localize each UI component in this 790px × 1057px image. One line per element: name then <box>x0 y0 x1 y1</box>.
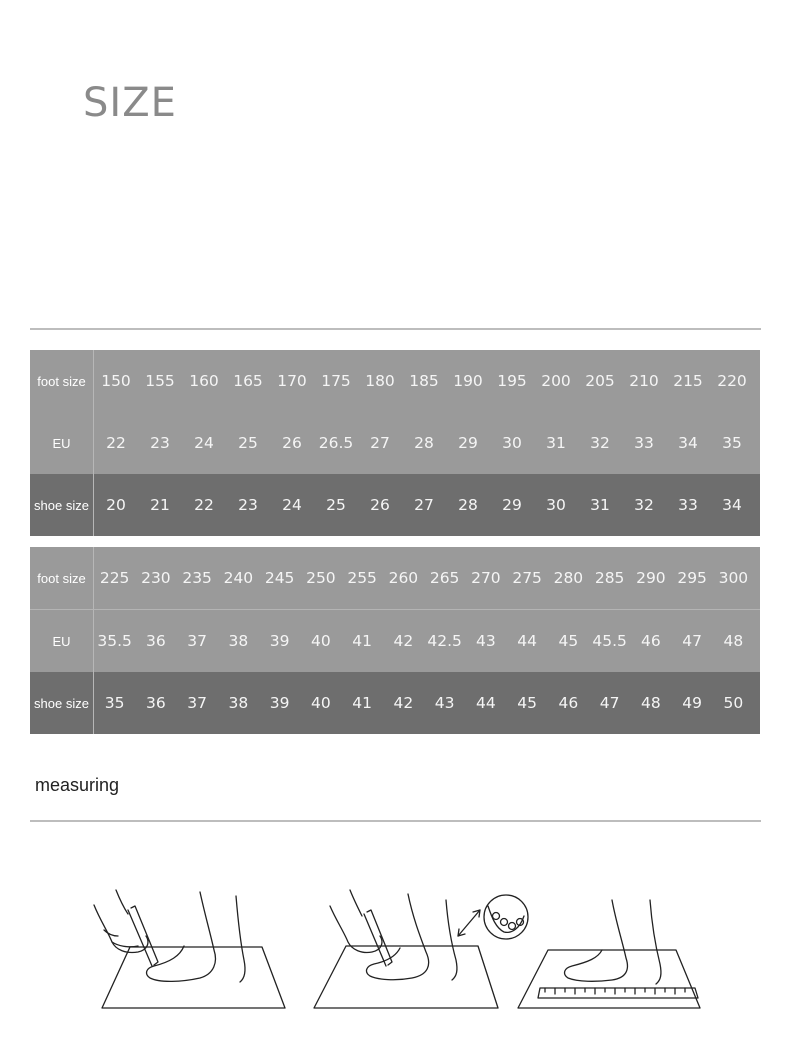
size-cell: 37 <box>187 694 207 712</box>
size-cell: 35.5 <box>97 632 132 650</box>
measuring-illustrations <box>0 870 790 1030</box>
size-cell: 28 <box>414 434 434 452</box>
size-cell: 27 <box>414 496 434 514</box>
foot-on-ruler-icon <box>518 900 700 1008</box>
size-cell: 32 <box>634 496 654 514</box>
size-cell: 40 <box>311 694 331 712</box>
size-cell: 28 <box>458 496 478 514</box>
size-cell: 210 <box>629 372 659 390</box>
size-cell: 30 <box>546 496 566 514</box>
size-cell: 29 <box>502 496 522 514</box>
size-cell: 42.5 <box>427 632 462 650</box>
size-cell: 42 <box>393 694 414 712</box>
size-cell: 160 <box>189 372 219 390</box>
measuring-toe-length-icon <box>314 890 528 1008</box>
size-cell: 39 <box>269 632 290 650</box>
size-cell: 255 <box>347 569 377 587</box>
size-cell: 36 <box>146 694 166 712</box>
size-table-2 <box>30 547 760 734</box>
foot-size-row <box>30 547 760 609</box>
size-cell: 295 <box>677 569 707 587</box>
row-values <box>94 350 754 412</box>
size-cell: 185 <box>409 372 439 390</box>
size-table-1 <box>30 350 760 536</box>
size-cell: 20 <box>106 496 126 514</box>
size-cell: 48 <box>641 694 661 712</box>
size-cell: 215 <box>673 372 703 390</box>
size-cell: 26 <box>370 496 390 514</box>
size-cell: 49 <box>682 694 702 712</box>
size-cell: 38 <box>228 632 249 650</box>
size-cell: 225 <box>99 569 130 587</box>
size-cell: 48 <box>723 632 744 650</box>
size-cell: 36 <box>146 632 166 650</box>
size-cell: 50 <box>723 694 744 712</box>
size-cell: 275 <box>512 569 542 587</box>
row-values <box>94 474 754 536</box>
size-cell: 285 <box>594 569 625 587</box>
size-cell: 44 <box>476 694 496 712</box>
row-values <box>94 547 754 609</box>
row-values <box>94 610 754 672</box>
size-cell: 230 <box>141 569 171 587</box>
size-cell: 26 <box>282 434 302 452</box>
size-cell: 220 <box>717 372 747 390</box>
size-cell: 290 <box>636 569 666 587</box>
size-cell: 41 <box>352 694 372 712</box>
size-cell: 25 <box>238 434 258 452</box>
size-cell: 170 <box>277 372 307 390</box>
size-cell: 43 <box>434 694 455 712</box>
size-cell: 21 <box>150 496 170 514</box>
size-cell: 45 <box>558 632 579 650</box>
measuring-heading: measuring <box>35 775 120 795</box>
size-cell: 35 <box>104 694 125 712</box>
size-cell: 44 <box>517 632 537 650</box>
size-cell: 23 <box>238 496 258 514</box>
size-cell: 240 <box>223 569 254 587</box>
size-cell: 37 <box>187 632 207 650</box>
row-label: foot size <box>30 547 94 609</box>
size-cell: 33 <box>634 434 654 452</box>
size-cell: 34 <box>678 434 698 452</box>
size-cell: 200 <box>541 372 571 390</box>
size-cell: 30 <box>502 434 522 452</box>
row-label: shoe size <box>30 672 94 734</box>
size-title: SIZE <box>83 80 177 126</box>
size-cell: 24 <box>194 434 214 452</box>
size-cell: 155 <box>145 372 175 390</box>
shoe-size-row <box>30 474 760 536</box>
size-cell: 280 <box>553 569 584 587</box>
size-cell: 40 <box>311 632 331 650</box>
size-cell: 41 <box>352 632 372 650</box>
size-cell: 22 <box>194 496 214 514</box>
size-cell: 45 <box>517 694 537 712</box>
size-cell: 46 <box>641 632 661 650</box>
size-cell: 43 <box>476 632 496 650</box>
size-cell: 34 <box>722 496 742 514</box>
size-cell: 175 <box>321 372 351 390</box>
size-cell: 38 <box>228 694 249 712</box>
size-cell: 25 <box>326 496 346 514</box>
size-cell: 45.5 <box>592 632 627 650</box>
size-cell: 300 <box>718 569 749 587</box>
size-cell: 32 <box>590 434 610 452</box>
size-cell: 205 <box>585 372 615 390</box>
size-cell: 46 <box>558 694 579 712</box>
measuring-divider <box>30 820 761 822</box>
size-cell: 195 <box>497 372 527 390</box>
row-values <box>94 672 754 734</box>
eu-size-row <box>30 412 760 474</box>
size-cell: 23 <box>150 434 170 452</box>
size-cell: 29 <box>458 434 478 452</box>
size-cell: 165 <box>233 372 263 390</box>
size-cell: 250 <box>306 569 336 587</box>
size-cell: 150 <box>101 372 131 390</box>
size-cell: 22 <box>106 434 126 452</box>
size-cell: 39 <box>269 694 290 712</box>
size-cell: 47 <box>599 694 620 712</box>
top-divider <box>30 328 761 330</box>
size-cell: 180 <box>365 372 395 390</box>
size-cell: 190 <box>453 372 483 390</box>
size-cell: 24 <box>282 496 302 514</box>
size-cell: 47 <box>682 632 702 650</box>
size-cell: 31 <box>546 434 566 452</box>
size-cell: 33 <box>678 496 698 514</box>
size-cell: 27 <box>370 434 390 452</box>
row-label: EU <box>30 412 94 474</box>
foot-size-row <box>30 350 760 412</box>
size-cell: 245 <box>264 569 295 587</box>
eu-size-row <box>30 609 760 672</box>
size-cell: 35 <box>722 434 742 452</box>
row-label: foot size <box>30 350 94 412</box>
size-cell: 26.5 <box>318 434 354 452</box>
size-cell: 235 <box>182 569 212 587</box>
size-cell: 265 <box>429 569 460 587</box>
size-cell: 31 <box>590 496 610 514</box>
row-label: shoe size <box>30 474 94 536</box>
row-label: EU <box>30 610 94 672</box>
row-values <box>94 412 754 474</box>
tracing-foot-icon <box>94 890 285 1008</box>
size-cell: 260 <box>388 569 419 587</box>
size-cell: 270 <box>471 569 501 587</box>
shoe-size-row <box>30 672 760 734</box>
size-cell: 42 <box>393 632 414 650</box>
